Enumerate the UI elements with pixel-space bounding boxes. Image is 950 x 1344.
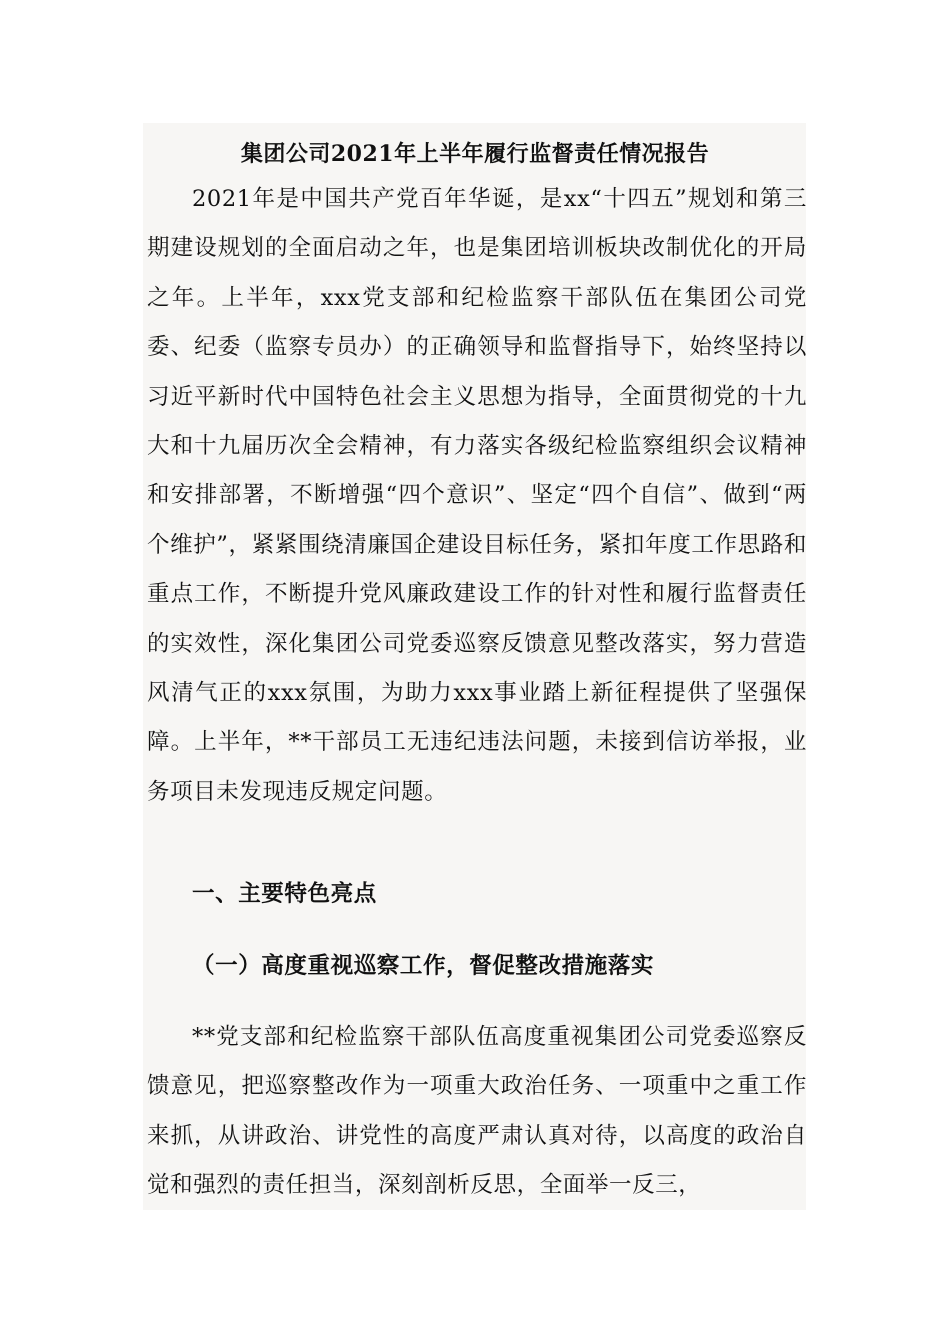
section-heading: 一、主要特色亮点	[192, 881, 377, 907]
subsection-heading: （一）高度重视巡察工作，督促整改措施落实	[192, 953, 655, 979]
subsection-paragraph: **党支部和纪检监察干部队伍高度重视集团公司党委巡察反馈意见，把巡察整改作为一项重大政治任务、一项重中之重工作来抓，从讲政治、讲党性的高度严肃认真对待，以高度的政治自觉和强烈的责任担当，深刻剖析反思，全面举一反三，	[147, 1024, 807, 1199]
intro-paragraph: 2021年是中国共产党百年华诞，是xx“十四五”规划和第三期建设规划的全面启动之年，也是集团培训板块改制优化的开局之年。上半年，xxx党支部和纪检监察干部队伍在集团公司党委、纪委（监察专员办）的正确领导和监督指导下，始终坚持以习近平新时代中国特色社会主义思想为指导，全面贯彻党的十九大和十九届历次全会精神，有力落实各级纪检监察组织会议精神和安排部署，不断增强“四个意识”、坚定“四个自信”、做到“两个维护”，紧紧围绕清廉国企建设目标任务，紧扣年度工作思路和重点工作，不断提升党风廉政建设工作的针对性和履行监督责任的实效性，深化集团公司党委巡察反馈意见整改落实，努力营造风清气正的xxx氛围，为助力xxx事业踏上新征程提供了坚强保障。上半年，**干部员工无违纪违法问题，未接到信访举报，业务项目未发现违反规定问题。	[147, 186, 807, 805]
document-title: 集团公司2021年上半年履行监督责任情况报告	[240, 141, 710, 167]
